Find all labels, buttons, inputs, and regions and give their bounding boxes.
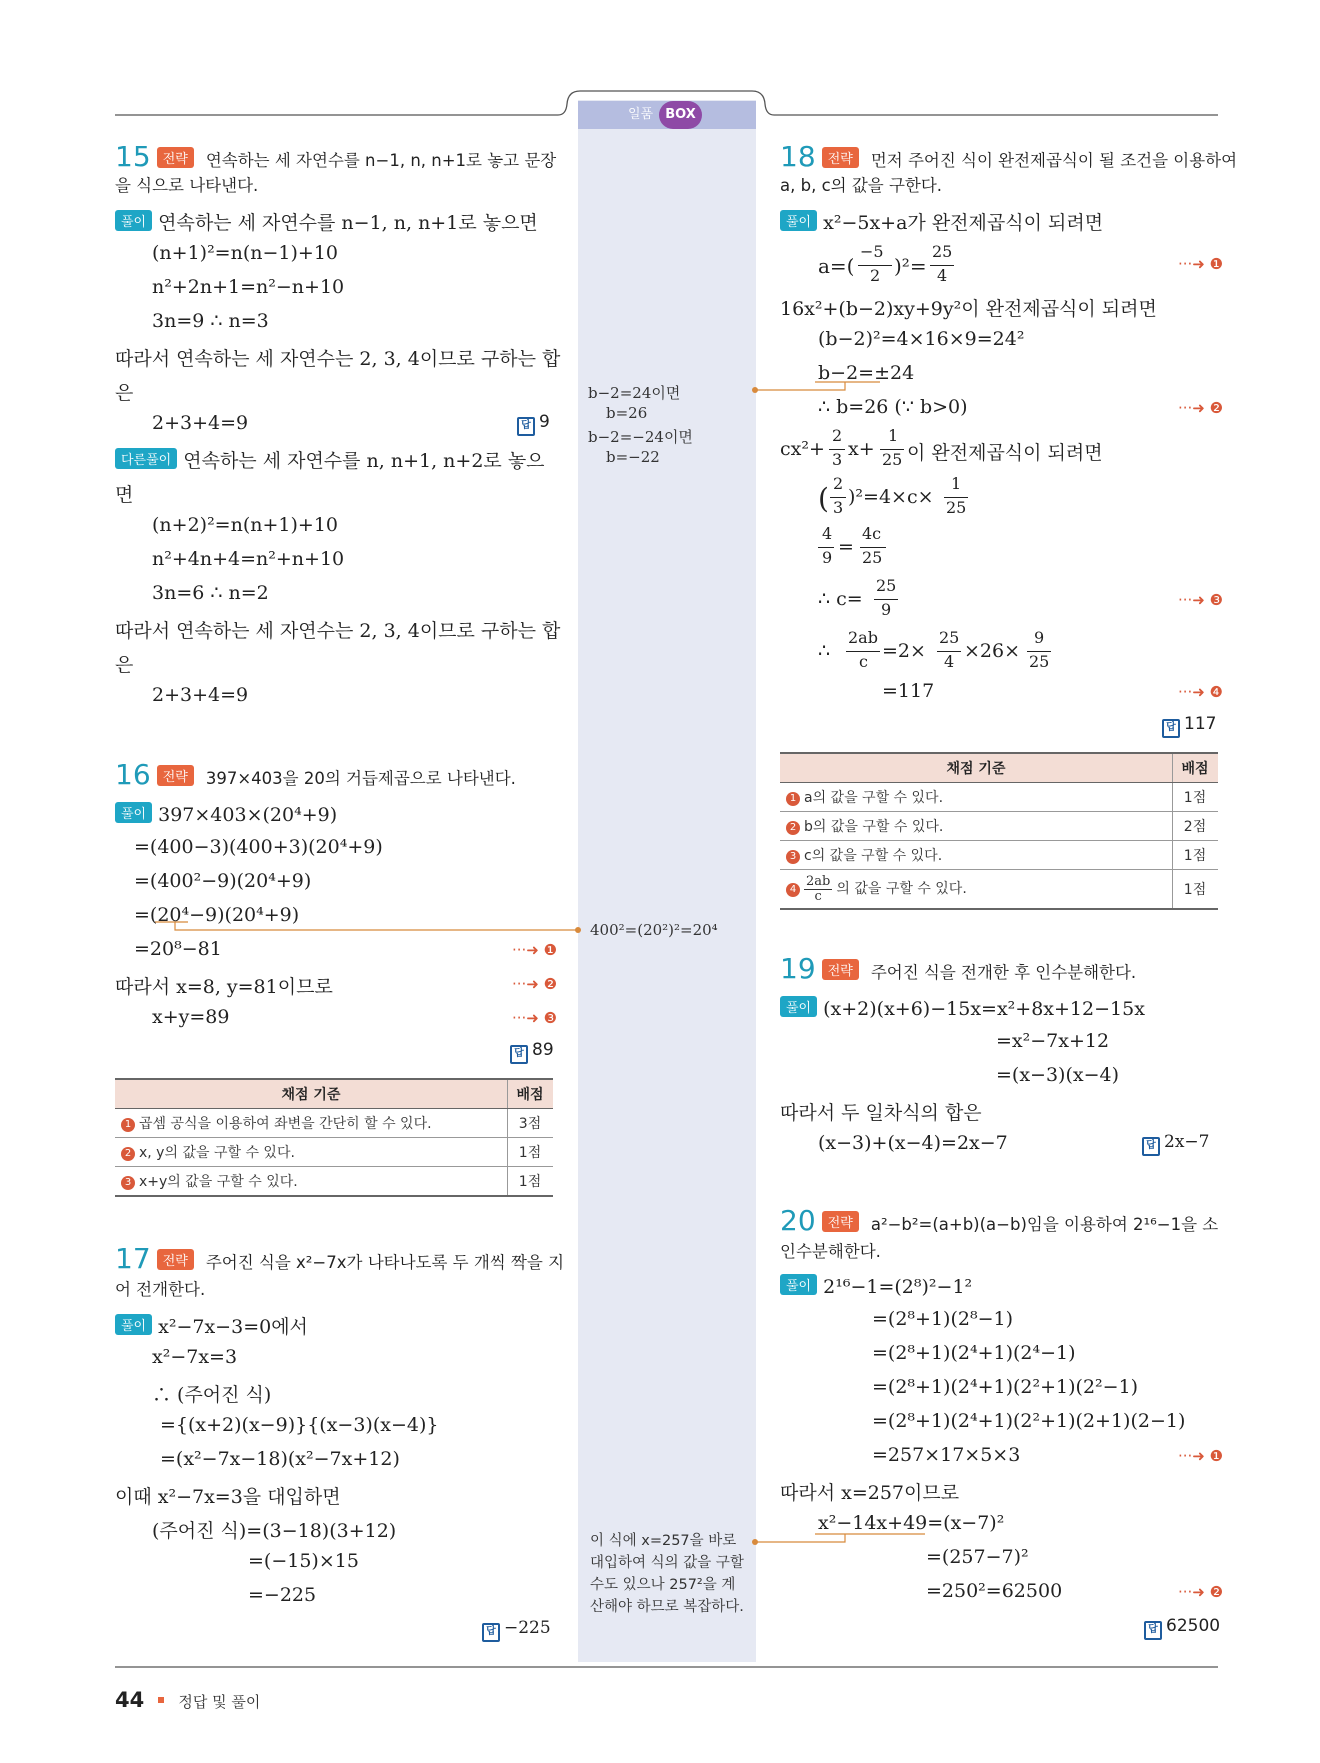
table-row xyxy=(780,870,1218,910)
fraction-numerator: 1 xyxy=(888,426,899,445)
score-header: 배점 xyxy=(1173,753,1219,783)
text-line: 은 xyxy=(115,654,134,676)
line-text: 397×403×(20⁴+9) xyxy=(158,804,338,826)
problem-number: 17 xyxy=(115,1242,151,1275)
answer-value: −225 xyxy=(504,1618,551,1638)
criteria-fraction xyxy=(804,875,832,904)
fraction-denominator: 4 xyxy=(944,652,955,671)
eq-line: ∴ b=26 (∵ b>0) xyxy=(818,396,968,418)
answer xyxy=(1144,1616,1220,1640)
problem-18 xyxy=(780,140,1237,173)
line-text: x²−7x−3=0에서 xyxy=(158,1316,308,1338)
score: 2점 xyxy=(1173,812,1219,841)
eq-line: =(2⁸+1)(2⁴+1)(2²+1)(2²−1) xyxy=(872,1376,1139,1398)
side-note: b−2=−24이면 xyxy=(588,428,693,446)
fraction-numerator: −5 xyxy=(860,242,884,261)
solution-line xyxy=(115,208,538,235)
eq-line: =20⁸−81 xyxy=(134,938,222,960)
strategy-tag: 전략 xyxy=(822,959,859,980)
line-text: (x+2)(x+6)−15x=x²+8x+12−15x xyxy=(823,998,1145,1020)
answer-value: 62500 xyxy=(1166,1616,1221,1636)
text-line: 면 xyxy=(115,484,134,506)
step-mark: ···➜ ❹ xyxy=(1178,683,1224,701)
eq-part: )²=4×c× xyxy=(848,486,934,508)
fraction-numerator: 25 xyxy=(932,242,953,261)
problem-16 xyxy=(115,758,516,791)
answer xyxy=(1162,714,1216,738)
footer xyxy=(115,1688,260,1712)
problem-19 xyxy=(780,952,1136,985)
problem-text: 주어진 식을 x²−7x가 나타나도록 두 개씩 짝을 지 xyxy=(205,1253,565,1272)
eq-line: b−2=±24 xyxy=(818,362,915,384)
criteria-text: b의 값을 구할 수 있다. xyxy=(804,819,944,835)
fraction-denominator: 9 xyxy=(881,600,892,619)
answer xyxy=(1142,1132,1209,1156)
text-line: 따라서 두 일차식의 합은 xyxy=(780,1102,982,1124)
text-line: 이때 x²−7x=3을 대입하면 xyxy=(115,1486,341,1508)
answer-icon: 답 xyxy=(510,1045,528,1064)
fraction-numerator: 25 xyxy=(939,628,960,647)
fraction-denominator: 25 xyxy=(862,548,883,567)
step-number: 3 xyxy=(786,850,800,864)
fraction-denominator: 25 xyxy=(882,450,903,469)
criteria-text: x, y의 값을 구할 수 있다. xyxy=(139,1145,295,1161)
eq-line: =(−15)×15 xyxy=(248,1550,359,1572)
eq-line: (n+1)²=n(n−1)+10 xyxy=(152,242,339,264)
problem-number: 20 xyxy=(780,1204,816,1237)
eq-part: ×26× xyxy=(964,640,1021,662)
eq-line: =(400−3)(400+3)(20⁴+9) xyxy=(134,836,383,858)
solution-tag: 풀이 xyxy=(115,1314,152,1335)
strategy-tag: 전략 xyxy=(822,1211,859,1232)
center-band xyxy=(578,100,756,1662)
eq-part: cx²+ xyxy=(780,438,825,460)
footer-bullet xyxy=(158,1697,164,1703)
problem-text: 주어진 식을 전개한 후 인수분해한다. xyxy=(870,963,1137,982)
page-number: 44 xyxy=(115,1688,145,1712)
side-note: b−2=24이면 xyxy=(588,384,681,402)
eq-part: ∴ xyxy=(818,640,831,662)
problem-number: 15 xyxy=(115,140,151,173)
text-line: 따라서 x=8, y=81이므로 xyxy=(115,976,333,998)
text-line: 따라서 연속하는 세 자연수는 2, 3, 4이므로 구하는 합 xyxy=(115,348,561,370)
solution-tag: 풀이 xyxy=(780,1274,817,1295)
box-header xyxy=(628,101,702,129)
criteria-text: 의 값을 구할 수 있다. xyxy=(836,881,967,897)
side-note: b=26 xyxy=(606,404,648,422)
paren-open: ( xyxy=(818,482,829,515)
fraction-denominator: 9 xyxy=(822,548,833,567)
side-note: b=−22 xyxy=(606,448,660,466)
step-number: 1 xyxy=(121,1118,135,1132)
eq-line: =117 xyxy=(882,680,935,702)
answer-value: 117 xyxy=(1184,714,1217,734)
eq-line: =(x²−7x−18)(x²−7x+12) xyxy=(160,1448,400,1470)
criteria-header: 채점 기준 xyxy=(115,1079,508,1109)
eq-line: =257×17×5×3 xyxy=(872,1444,1021,1466)
step-mark: ···➜ ❸ xyxy=(1178,591,1224,609)
eq-line: ∴ (주어진 식) xyxy=(152,1384,272,1406)
eq-line: =(2⁸+1)(2⁴+1)(2⁴−1) xyxy=(872,1342,1076,1364)
fraction-numerator: 4c xyxy=(862,524,882,543)
table-row xyxy=(780,812,1218,841)
eq-line: n²+2n+1=n²−n+10 xyxy=(152,276,345,298)
solution-tag: 풀이 xyxy=(780,996,817,1017)
eq-part: =2× xyxy=(882,640,926,662)
fraction-denominator: 25 xyxy=(946,498,967,517)
criteria-text: 곱셈 공식을 이용하여 좌변을 간단히 할 수 있다. xyxy=(139,1116,432,1132)
line-text: x²−5x+a가 완전제곱식이 되려면 xyxy=(823,212,1104,234)
answer-icon: 답 xyxy=(517,417,535,436)
solution-line xyxy=(780,208,1103,235)
fraction-numerator: 2ab xyxy=(806,873,831,889)
fraction-denominator: 4 xyxy=(937,266,948,285)
answer xyxy=(482,1618,551,1642)
step-number: 2 xyxy=(786,821,800,835)
box-badge: BOX xyxy=(659,101,702,129)
problem-text-cont: a, b, c의 값을 구한다. xyxy=(780,176,943,195)
text-line: 따라서 x=257이므로 xyxy=(780,1482,960,1504)
answer-icon: 답 xyxy=(482,1623,500,1642)
solution-tag: 풀이 xyxy=(780,210,817,231)
eq-part: 이 완전제곱식이 되려면 xyxy=(907,442,1103,464)
eq-line: =250²=62500 xyxy=(926,1580,1063,1602)
step-mark: ···➜ ❶ xyxy=(512,941,558,959)
criteria-text: c의 값을 구할 수 있다. xyxy=(804,848,943,864)
eq-line: x²−7x=3 xyxy=(152,1346,238,1368)
eq-line: x²−14x+49=(x−7)² xyxy=(818,1512,1005,1534)
footer-title: 정답 및 풀이 xyxy=(178,1693,261,1711)
fraction-numerator: 4 xyxy=(822,524,833,543)
criteria-text: a의 값을 구할 수 있다. xyxy=(804,790,944,806)
step-mark: ···➜ ❸ xyxy=(512,1009,558,1027)
step-mark: ···➜ ❷ xyxy=(512,975,558,993)
alt-solution-tag: 다른풀이 xyxy=(115,448,177,469)
answer xyxy=(517,412,550,436)
strategy-tag: 전략 xyxy=(157,147,194,168)
fraction-denominator: 3 xyxy=(833,498,844,517)
score-header: 배점 xyxy=(508,1079,554,1109)
fraction-denominator: c xyxy=(814,888,822,904)
step-mark: ···➜ ❷ xyxy=(1178,399,1224,417)
fraction-numerator: 2 xyxy=(833,474,844,493)
eq-line: =x²−7x+12 xyxy=(996,1030,1110,1052)
answer-icon: 답 xyxy=(1162,719,1180,738)
eq-line: (주어진 식)=(3−18)(3+12) xyxy=(152,1520,397,1542)
fraction-numerator: 1 xyxy=(951,474,962,493)
problem-text-cont: 인수분해한다. xyxy=(780,1242,881,1261)
grading-table-16 xyxy=(115,1078,553,1197)
eq-line: 2+3+4=9 xyxy=(152,684,249,706)
problem-number: 19 xyxy=(780,952,816,985)
strategy-tag: 전략 xyxy=(157,1249,194,1270)
problem-text-cont: 어 전개한다. xyxy=(115,1280,206,1299)
eq-line: =−225 xyxy=(248,1584,317,1606)
step-number: 3 xyxy=(121,1176,135,1190)
answer-icon: 답 xyxy=(1144,1621,1162,1640)
eq-line: =(x−3)(x−4) xyxy=(996,1064,1120,1086)
fraction-numerator: 2ab xyxy=(848,628,878,647)
solution-tag: 풀이 xyxy=(115,210,152,231)
score: 1점 xyxy=(1173,841,1219,870)
table-row xyxy=(780,841,1218,870)
eq-fraction-line xyxy=(818,476,1018,520)
eq-line: (x−3)+(x−4)=2x−7 xyxy=(818,1132,1008,1154)
equals-sign: = xyxy=(838,536,854,558)
table-row xyxy=(115,1138,553,1167)
criteria-header: 채점 기준 xyxy=(780,753,1173,783)
eq-line: =(257−7)² xyxy=(926,1546,1029,1568)
solution-line xyxy=(115,1312,308,1339)
step-number: 4 xyxy=(786,883,800,897)
eq-line: 3n=6 ∴ n=2 xyxy=(152,582,269,604)
solution-line xyxy=(115,802,337,826)
eq-fraction-line xyxy=(818,578,938,622)
fraction-denominator: 2 xyxy=(870,266,881,285)
step-number: 2 xyxy=(121,1147,135,1161)
table-row xyxy=(115,1109,553,1138)
strategy-tag: 전략 xyxy=(157,765,194,786)
side-note: 400²=(20²)²=20⁴ xyxy=(590,921,718,939)
eq-line: =(400²−9)(20⁴+9) xyxy=(134,870,312,892)
fraction-numerator: 2 xyxy=(832,426,843,445)
text-line: 따라서 연속하는 세 자연수는 2, 3, 4이므로 구하는 합 xyxy=(115,620,561,642)
answer-value: 9 xyxy=(539,412,550,432)
eq-part: )²= xyxy=(894,254,927,278)
fraction-numerator: 9 xyxy=(1034,628,1045,647)
fraction-denominator: 25 xyxy=(1029,652,1050,671)
score: 1점 xyxy=(1173,870,1219,910)
eq-line: ={(x+2)(x−9)}{(x−3)(x−4)} xyxy=(160,1414,439,1436)
answer-value: 89 xyxy=(532,1040,554,1060)
solution-line xyxy=(780,996,1145,1020)
alt-solution-line xyxy=(115,446,545,473)
score: 1점 xyxy=(1173,783,1219,812)
step-mark: ···➜ ❶ xyxy=(1178,1447,1224,1465)
text-line: 16x²+(b−2)xy+9y²이 완전제곱식이 되려면 xyxy=(780,298,1157,320)
box-prefix: 일품 xyxy=(628,107,654,122)
eq-line: (n+2)²=n(n+1)+10 xyxy=(152,514,339,536)
eq-part: a=( xyxy=(818,254,855,278)
grading-table-18 xyxy=(780,752,1218,910)
criteria-text: x+y의 값을 구할 수 있다. xyxy=(139,1174,298,1190)
step-number: 1 xyxy=(786,792,800,806)
fraction-denominator: c xyxy=(859,652,868,671)
problem-text-cont: 을 식으로 나타낸다. xyxy=(115,176,259,195)
eq-fraction-line xyxy=(818,630,1078,674)
line-text: 연속하는 세 자연수를 n−1, n, n+1로 놓으면 xyxy=(158,212,538,234)
side-note: 이 식에 x=257을 바로 대입하여 식의 값을 구할 수도 있으나 257²을 계산해야 하므로 복잡하다. xyxy=(590,1533,744,1615)
eq-line: =(2⁸+1)(2⁴+1)(2²+1)(2+1)(2−1) xyxy=(872,1410,1186,1432)
connector-20 xyxy=(755,1534,845,1542)
table-row xyxy=(115,1167,553,1197)
step-mark: ···➜ ❶ xyxy=(1178,255,1224,273)
eq-line: 2+3+4=9 xyxy=(152,412,249,434)
solution-line xyxy=(780,1274,972,1298)
answer-icon: 답 xyxy=(1142,1137,1160,1156)
line-text: 2¹⁶−1=(2⁸)²−1² xyxy=(823,1276,973,1298)
problem-text: 연속하는 세 자연수를 n−1, n, n+1로 놓고 문장 xyxy=(205,151,557,170)
eq-line: x+y=89 xyxy=(152,1006,230,1028)
problem-text: 먼저 주어진 식이 완전제곱식이 될 조건을 이용하여 xyxy=(870,151,1238,170)
answer xyxy=(510,1040,554,1064)
score: 1점 xyxy=(508,1167,554,1197)
problem-15 xyxy=(115,140,556,173)
eq-part: ∴ c= xyxy=(818,588,863,610)
problem-17 xyxy=(115,1242,564,1275)
eq-line: (b−2)²=4×16×9=24² xyxy=(818,328,1025,350)
fraction-numerator: 25 xyxy=(876,576,897,595)
eq-line: 3n=9 ∴ n=3 xyxy=(152,310,269,332)
problem-20 xyxy=(780,1204,1218,1237)
eq-line: n²+4n+4=n²+n+10 xyxy=(152,548,345,570)
problem-text: 397×403을 20의 거듭제곱으로 나타낸다. xyxy=(205,769,516,788)
eq-fraction-line xyxy=(780,428,1200,472)
step-mark: ···➜ ❷ xyxy=(1178,1583,1224,1601)
eq-fraction-line xyxy=(818,526,938,570)
eq-line: =(2⁸+1)(2⁸−1) xyxy=(872,1308,1013,1330)
score: 3점 xyxy=(508,1109,554,1138)
problem-text: a²−b²=(a+b)(a−b)임을 이용하여 2¹⁶−1을 소 xyxy=(870,1215,1219,1234)
eq-line: =(20⁴−9)(20⁴+9) xyxy=(134,904,300,926)
answer-value: 2x−7 xyxy=(1164,1132,1210,1152)
score: 1점 xyxy=(508,1138,554,1167)
line-text: 연속하는 세 자연수를 n, n+1, n+2로 놓으 xyxy=(183,450,545,472)
problem-number: 18 xyxy=(780,140,816,173)
table-row xyxy=(780,783,1218,812)
problem-number: 16 xyxy=(115,758,151,791)
strategy-tag: 전략 xyxy=(822,147,859,168)
solution-tag: 풀이 xyxy=(115,802,152,823)
fraction-denominator: 3 xyxy=(832,450,843,469)
text-line: 은 xyxy=(115,382,134,404)
eq-part: x+ xyxy=(848,438,875,460)
